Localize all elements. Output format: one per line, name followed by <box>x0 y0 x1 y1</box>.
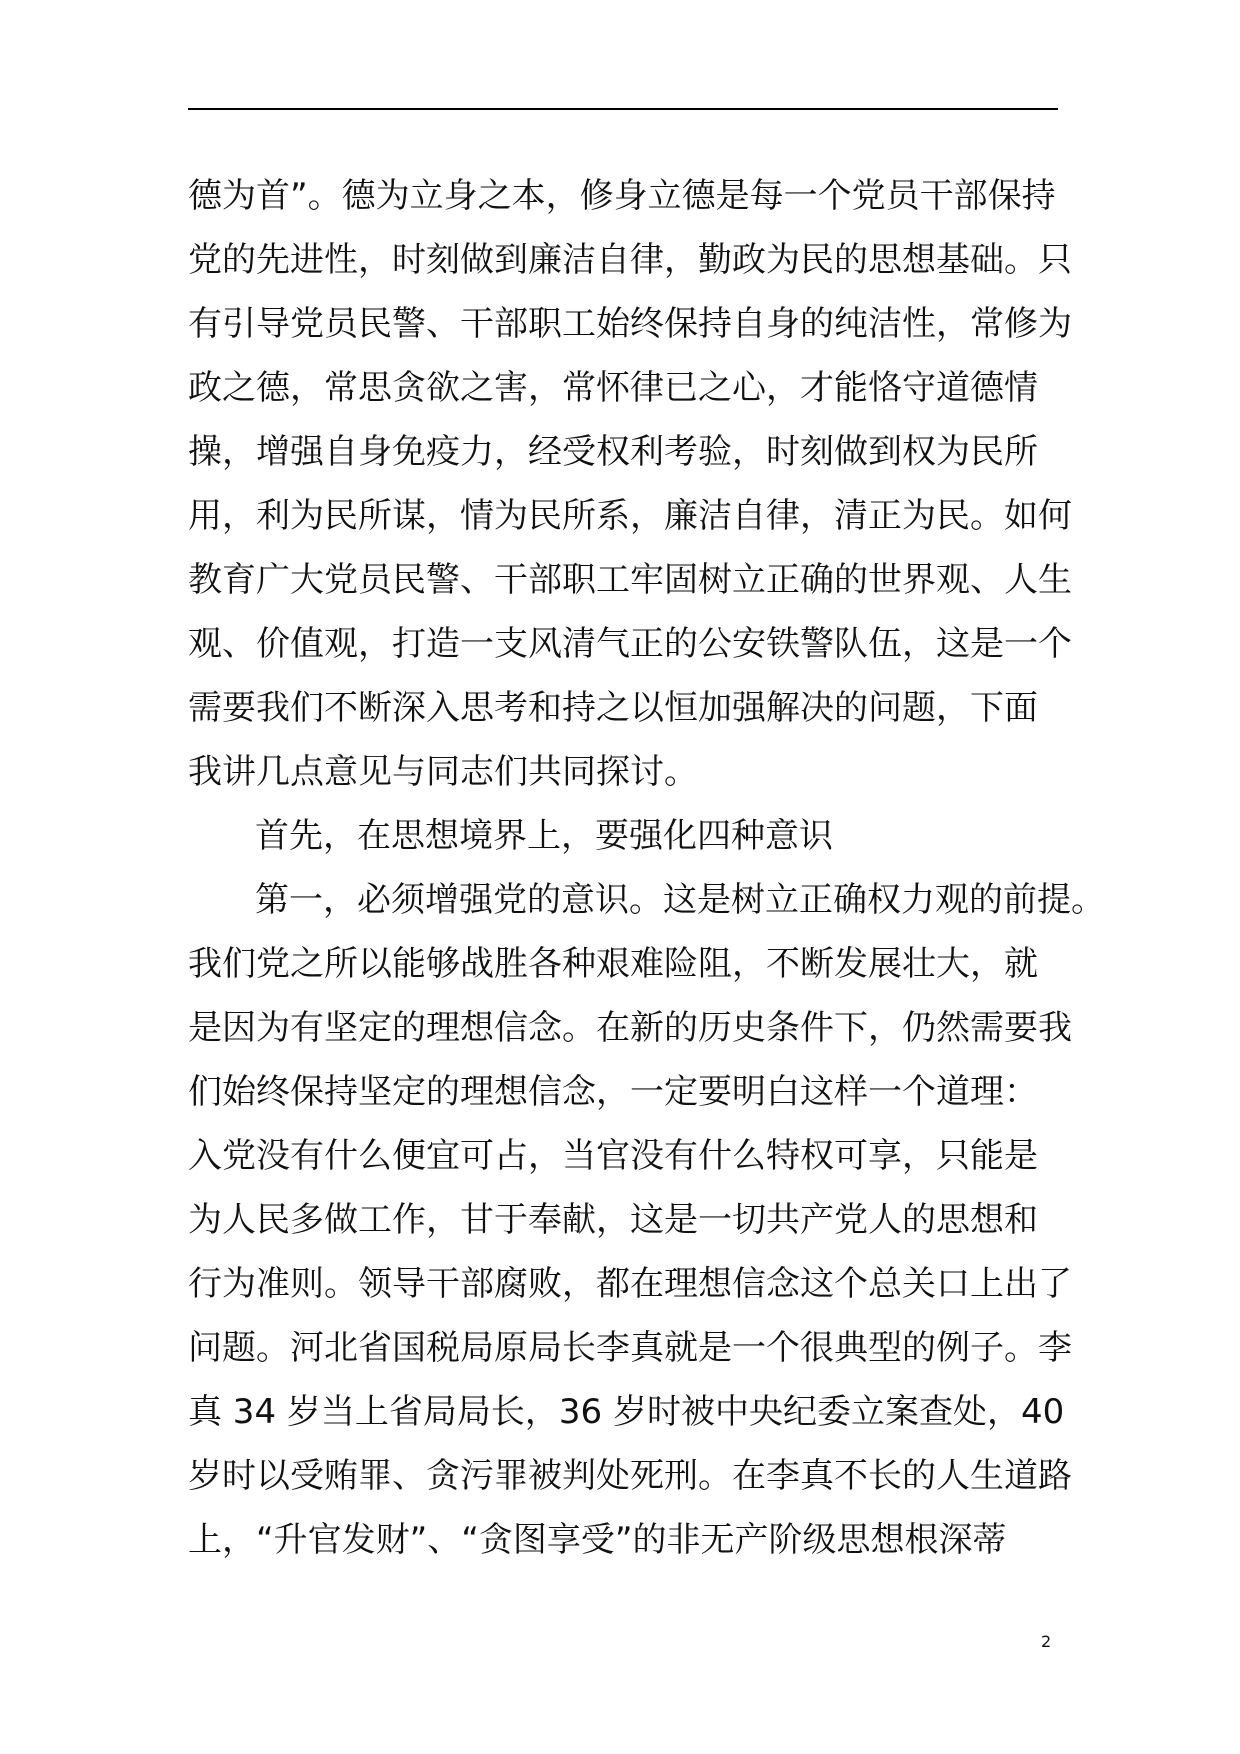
text-line: 问题。河北省国税局原局长李真就是一个很典型的例子。李 <box>188 1328 1072 1368</box>
text-line: 我讲几点意见与同志们共同探讨。 <box>188 752 698 792</box>
text-line: 我们党之所以能够战胜各种艰难险阻，不断发展壮大，就 <box>188 944 1038 984</box>
text-line: 德为首”。德为立身之本，修身立德是每一个党员干部保持 <box>188 176 1056 216</box>
text-line: 党的先进性，时刻做到廉洁自律，勤政为民的思想基础。只 <box>188 240 1072 280</box>
text-line: 操，增强自身免疫力，经受权利考验，时刻做到权为民所 <box>188 432 1038 472</box>
text-line: 行为准则。领导干部腐败，都在理想信念这个总关口上出了 <box>188 1264 1072 1304</box>
text-line: 用，利为民所谋，情为民所系，廉洁自律，清正为民。如何 <box>188 496 1072 536</box>
text-line: 们始终保持坚定的理想信念，一定要明白这样一个道理： <box>188 1072 1038 1112</box>
section-heading: 首先，在思想境界上，要强化四种意识 <box>255 816 833 856</box>
text-line: 教育广大党员民警、干部职工牢固树立正确的世界观、人生 <box>188 560 1072 600</box>
text-line: 入党没有什么便宜可占，当官没有什么特权可享，只能是 <box>188 1136 1038 1176</box>
text-line: 为人民多做工作，甘于奉献，这是一切共产党人的思想和 <box>188 1200 1038 1240</box>
text-line: 需要我们不断深入思考和持之以恒加强解决的问题，下面 <box>188 688 1038 728</box>
text-line: 是因为有坚定的理想信念。在新的历史条件下，仍然需要我 <box>188 1008 1072 1048</box>
text-line: 观、价值观，打造一支风清气正的公安铁警队伍，这是一个 <box>188 624 1072 664</box>
text-line: 有引导党员民警、干部职工始终保持自身的纯洁性，常修为 <box>188 304 1072 344</box>
text-line: 岁时以受贿罪、贪污罪被判处死刑。在李真不长的人生道路 <box>188 1456 1072 1496</box>
text-line: 政之德，常思贪欲之害，常怀律已之心，才能恪守道德情 <box>188 368 1038 408</box>
text-line: 真 34 岁当上省局局长，36 岁时被中央纪委立案查处，40 <box>188 1392 1065 1432</box>
text-line: 上，“升官发财”、“贪图享受”的非无产阶级思想根深蒂 <box>188 1520 1007 1560</box>
page-number: 2 <box>1041 1632 1052 1651</box>
text-line: 第一，必须增强党的意识。这是树立正确权力观的前提。 <box>255 880 1105 920</box>
header-rule <box>188 108 1058 110</box>
